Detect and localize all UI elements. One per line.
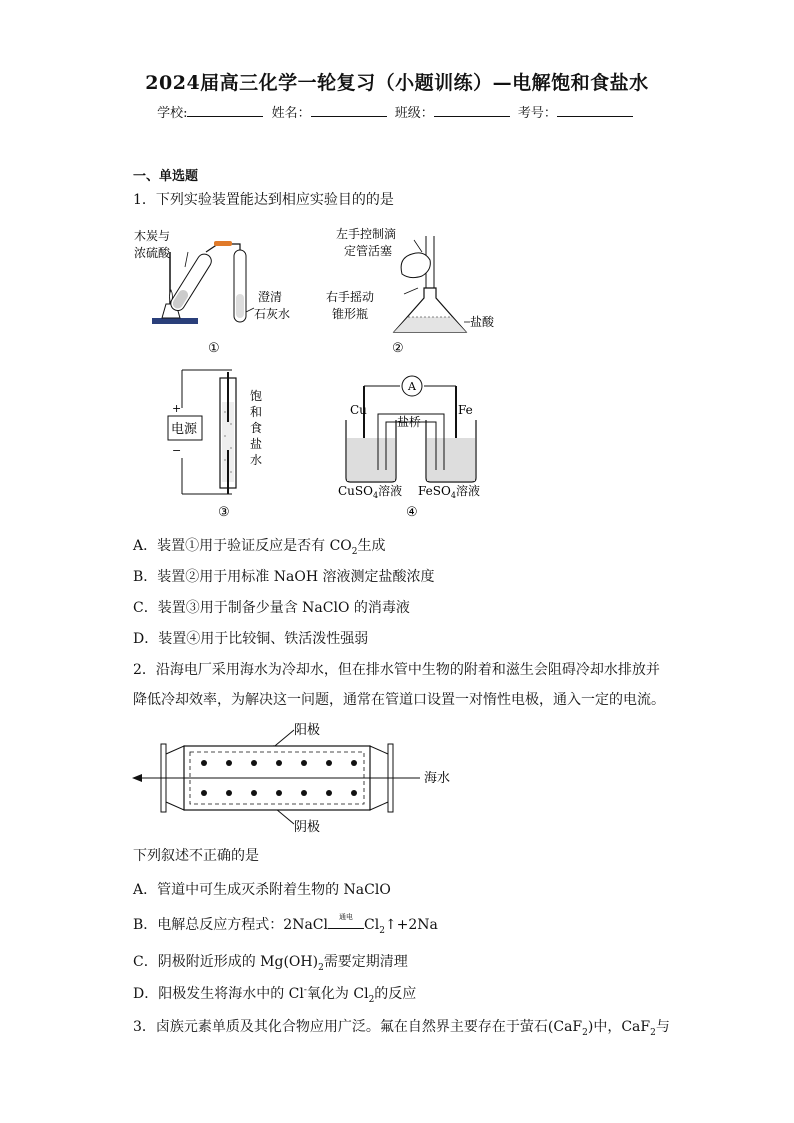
- q2-option-a[interactable]: A．管道中可生成灭杀附着生物的 NaClO: [133, 882, 391, 898]
- fig2-number: ②: [392, 341, 404, 356]
- right-solution-label: FeSO$_4$溶液: [418, 484, 480, 500]
- cathode-label: 阴极: [294, 820, 321, 835]
- class-blank[interactable]: [434, 104, 510, 117]
- class-label: 班级：: [394, 106, 434, 121]
- q1-stem: 1．下列实验装置能达到相应实验目的的是: [133, 192, 394, 208]
- figure-3-electrolysis-tube: [162, 362, 282, 522]
- q2-stem-line-2: 降低冷却效率，为解决这一问题，通常在管道口设置一对惰性电极，通入一定的电流。: [133, 692, 665, 708]
- fig2-label-e: 盐酸: [470, 315, 495, 329]
- left-solution-label: CuSO$_4$溶液: [338, 484, 403, 500]
- fig3-number: ③: [218, 505, 230, 520]
- name-blank[interactable]: [311, 104, 387, 117]
- q2-option-d[interactable]: D．阳极发生将海水中的 Cl-氧化为 $Cl_2$的反应: [133, 985, 417, 1005]
- plus-label: +: [172, 402, 182, 415]
- figure-1-carbon-acid-apparatus: [130, 222, 310, 357]
- minus-label: −: [172, 444, 182, 457]
- fig3-char-4: 盐: [250, 437, 263, 451]
- fig2-label-d: 锥形瓶: [332, 307, 369, 321]
- exam-no-blank[interactable]: [557, 104, 633, 117]
- fig3-char-2: 和: [250, 405, 263, 419]
- power-label: 电源: [171, 422, 198, 437]
- fe-label: Fe: [458, 403, 473, 417]
- fig3-char-3: 食: [250, 421, 263, 435]
- q1-option-c[interactable]: C．装置③用于制备少量含 NaClO 的消毒液: [133, 600, 410, 616]
- fig1-label-a: 木炭与: [134, 229, 171, 243]
- fig1-label-b: 浓硫酸: [134, 246, 171, 260]
- exam-no-label: 考号：: [517, 106, 557, 121]
- q1-option-d[interactable]: D．装置④用于比较铜、铁活泼性强弱: [133, 631, 369, 647]
- fig1-label-c: 澄清: [258, 290, 283, 304]
- q2-prompt: 下列叙述不正确的是: [133, 848, 259, 864]
- salt-bridge-label: 盐桥: [397, 415, 422, 429]
- school-blank[interactable]: [187, 104, 263, 117]
- ammeter-label: A: [408, 380, 416, 393]
- fig2-label-c: 右手摇动: [326, 290, 375, 304]
- anode-label: 阳极: [294, 723, 321, 738]
- fig3-char-1: 饱: [250, 389, 263, 403]
- fig2-label-b: 定管活塞: [344, 244, 393, 258]
- figure-4-galvanic-cell: [334, 374, 494, 522]
- fig1-number: ①: [208, 341, 220, 356]
- seawater-label: 海水: [424, 771, 451, 786]
- fig3-char-5: 水: [250, 453, 263, 467]
- q2-option-c[interactable]: C．阴极附近形成的 $Mg(OH)_2$需要定期清理: [133, 954, 408, 973]
- fig1-label-d: 石灰水: [254, 307, 291, 321]
- student-info-line: [0, 102, 794, 121]
- section-title: 一、单选题: [133, 169, 199, 184]
- reaction-arrow: 通电: [328, 919, 364, 929]
- name-label: 姓名：: [271, 106, 311, 121]
- fig2-label-a: 左手控制滴: [336, 227, 397, 241]
- figure-q2-pipe-electrodes: [128, 718, 468, 843]
- cu-label: Cu: [350, 403, 367, 417]
- q3-stem: 3．卤族元素单质及其化合物应用广泛。氟在自然界主要存在于萤石(CaF$_2$)中，CaF$_2$与: [133, 1019, 670, 1038]
- page-title: 2024届高三化学一轮复习（小题训练）—电解饱和食盐水: [145, 72, 649, 94]
- q2-stem-line-1: 2．沿海电厂采用海水为冷却水，但在排水管中生物的附着和滋生会阻碍冷却水排放并: [133, 662, 660, 678]
- q2-option-b[interactable]: B．电解总反应方程式：2NaCl 通电 $Cl_2↑+2Na$: [133, 913, 438, 936]
- q1-option-b[interactable]: B．装置②用于用标准 NaOH 溶液测定盐酸浓度: [133, 569, 435, 585]
- school-label: 学校:: [157, 106, 188, 121]
- fig4-number: ④: [406, 505, 418, 520]
- q1-option-a[interactable]: A．装置①用于验证反应是否有 $CO_2$生成: [133, 538, 386, 557]
- figure-2-titration: [318, 222, 498, 357]
